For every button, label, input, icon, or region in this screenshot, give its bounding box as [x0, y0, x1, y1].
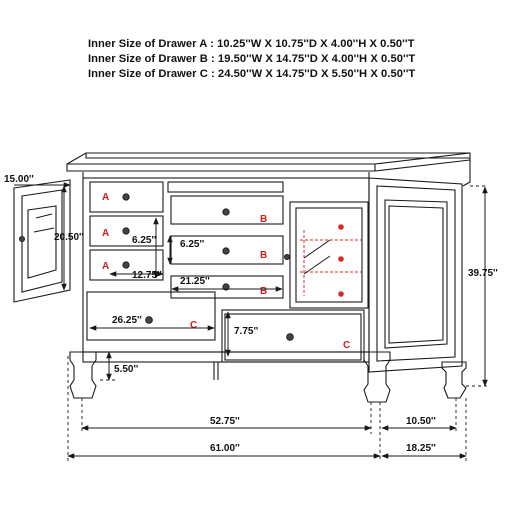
dim-overall-width: 61.00'' — [210, 443, 240, 454]
dim-side-inner-depth: 10.50'' — [406, 416, 436, 427]
dim-leg-height: 5.50'' — [114, 364, 139, 375]
label-c-1: C — [190, 320, 198, 331]
dim-overall-depth: 18.25'' — [406, 443, 436, 454]
dim-drawer-b-height: 6.25'' — [180, 239, 205, 250]
dim-inner-width: 52.75'' — [210, 416, 240, 427]
spec-drawer-c: Inner Size of Drawer C : 24.50''W X 14.75''D X 5.50''H X 0.50''T — [88, 68, 416, 80]
dim-overall-height: 39.75'' — [468, 268, 498, 279]
label-a-3: A — [102, 261, 110, 272]
dim-drawer-c-width: 26.25'' — [112, 315, 142, 326]
label-b-3: B — [260, 286, 268, 297]
label-a-2: A — [102, 228, 110, 239]
dim-door-height: 20.50'' — [54, 232, 84, 243]
dim-door-width: 15.00'' — [4, 174, 34, 185]
cabinet-shelf-pins — [338, 224, 344, 297]
dim-drawer-a-height: 6.25'' — [132, 235, 157, 246]
dim-drawer-a-width: 12.75'' — [132, 270, 162, 281]
label-b-1: B — [260, 214, 268, 225]
label-a-1: A — [102, 192, 110, 203]
label-c-2: C — [343, 340, 351, 351]
dim-drawer-c-height: 7.75'' — [234, 326, 259, 337]
cabinet-interior — [300, 230, 362, 296]
dim-drawer-b-width: 21.25'' — [180, 276, 210, 287]
right-door — [290, 202, 368, 308]
label-b-2: B — [260, 250, 268, 261]
spec-drawer-b: Inner Size of Drawer B : 19.50''W X 14.75''D X 4.00''H X 0.50''T — [88, 53, 416, 65]
spec-drawer-a: Inner Size of Drawer A : 10.25''W X 10.75''D X 4.00''H X 0.50''T — [88, 38, 415, 50]
